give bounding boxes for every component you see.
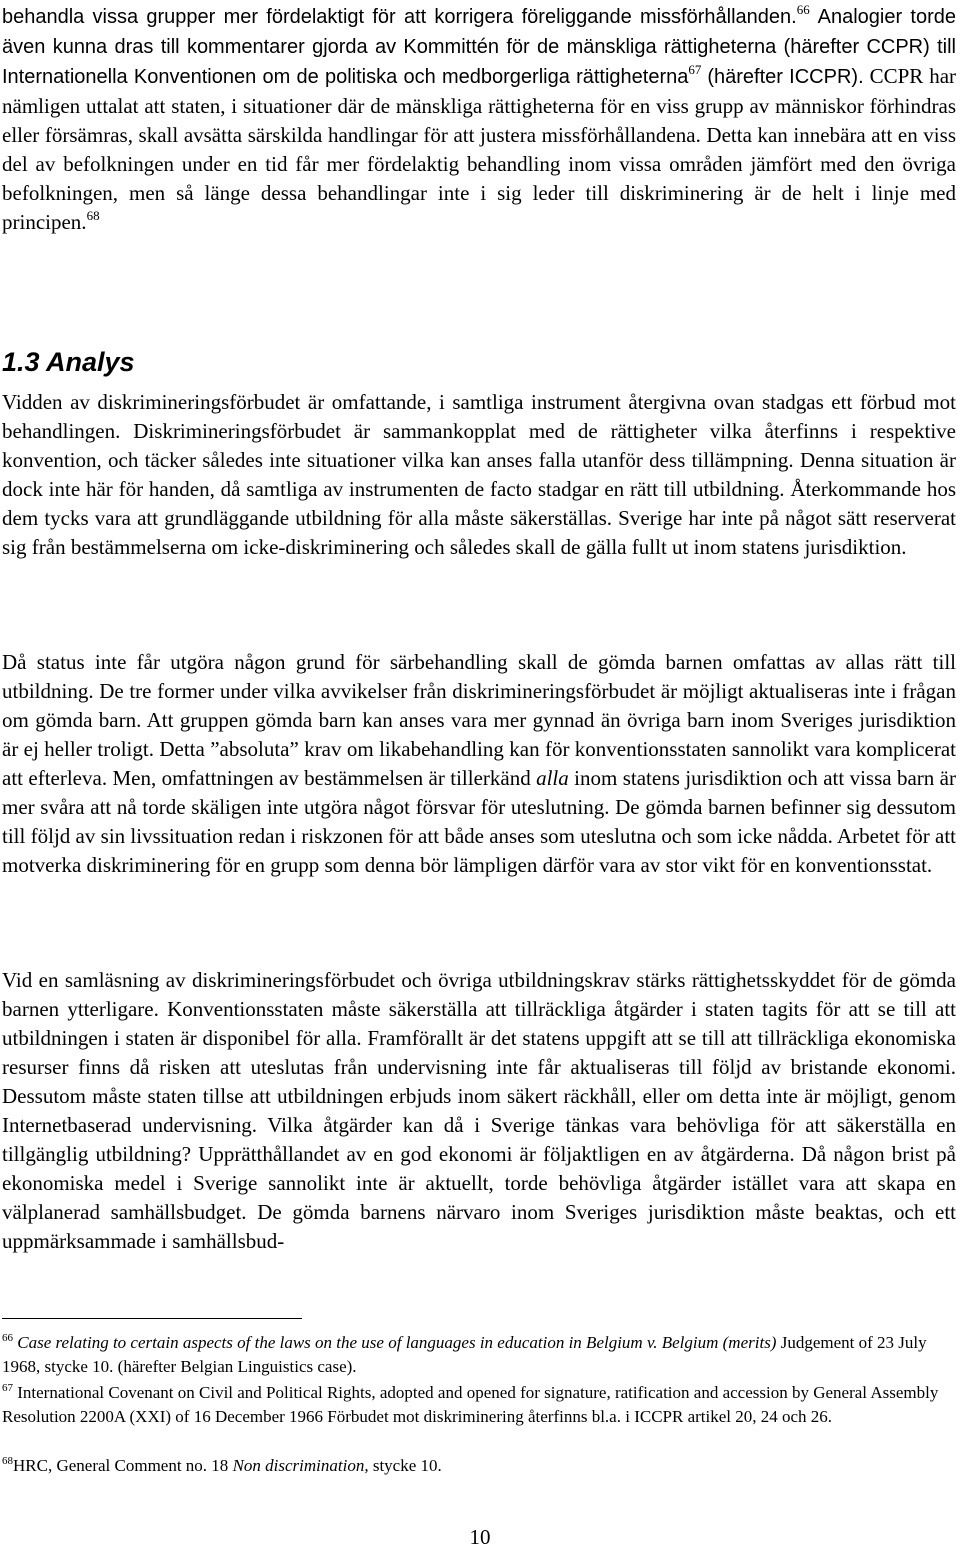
footnote-ref-67: 67 [688, 62, 702, 77]
footnote-ref-66: 66 [796, 2, 810, 17]
text-p2-emphasis: alla [536, 766, 569, 790]
paragraph-analys-3: Vid en samläsning av diskrimineringsförbudet och övriga utbildningskrav stärks rättighetsskyddet för de gömda barnen ytterligare. Konventionsstaten måste säkerställa att tillräckliga åtgärder i staten tagits för att se till att utbildningen i staten är disponibel för alla. Framförallt är det statens uppgift att se till att tillräckliga ekonomiska resurser finns då risken att uteslutas från undervisning inte får aktualiseras till följd av bristande ekonomi. Dessutom måste staten tillse att utbildningen erbjuds inom säkert räckhåll, eller om detta inte är möjligt, genom Internetbaserad undervisning. Vilka åtgärder kan då i Sverige tänkas vara behövliga för att säkerställa en tillgänglig utbildning? Upprätthållandet av en god ekonomi är följaktligen en av åtgärderna. Då någon brist på ekonomiska medel i Sverige sannolikt inte är aktuellt, torde behövliga åtgärder istället vara att skapa en välplanerad samhällsbudget. De gömda barnens närvaro inom Sveriges jurisdiktion måste beaktas, och ett uppmärksammade i samhällsbud- [2, 968, 956, 1253]
footnote-number: 66 [2, 1332, 13, 1344]
text-sans-line-1: behandla vissa grupper mer fördelaktigt för att korrigera föreliggande missförhållanden. [2, 6, 797, 28]
text-sans-line-3: (härefter ICCPR). [707, 66, 864, 88]
footnote-67 [2, 1381, 952, 1429]
footnote-number: 67 [2, 1382, 13, 1394]
footnote-divider [2, 1318, 302, 1319]
footnote-66 [2, 1331, 952, 1379]
footnote-italic: Case relating to certain aspects of the laws on the use of languages in education in Belgium v. Belgium (merits) [17, 1333, 777, 1352]
footnote-italic: Non discrimination, [232, 1456, 369, 1475]
text-ccpr-body: CCPR har nämligen uttalat att staten, i situationer där de mänskliga rättigheterna för en viss grupp av människor förhindras eller försämras, skall avsätta särskilda handlingar för att justera missförhållandena. Detta kan innebära att en viss del av befolkningen under en tid får mer fördelaktig behandling inom vissa områden jämfört med den övriga befolkningen, men så länge dessa behandlingar inte i sig leder till diskriminering är de helt i linje med principen. [2, 64, 957, 234]
paragraph-analys-2 [2, 648, 956, 880]
text-p2-after: inom statens jurisdiktion och att vissa barn är mer svåra att nå torde skäligen inte utgöra något försvar för uteslutning. De gömda barnen befinner sig dessutom till följd av sin livssituation redan i riskzonen för att både anses som uteslutna och som icke nådda. Arbetet för att motverka diskriminering för en grupp som denna bör lämpligen därför vara av stor vikt för en konventionsstat. [2, 766, 956, 877]
footnote-number: 68 [2, 1455, 13, 1467]
page-number: 10 [469, 1525, 491, 1549]
text-sans-line-2: Analogier torde även kunna dras till kommentarer gjorda av Kommittén för de mänskliga rättigheterna (härefter CCPR) till Internationella Konventionen om de politiska och medborgerliga rättigheterna [2, 6, 956, 88]
footnote-text: International Covenant on Civil and Political Rights, adopted and opened for signature, ratification and accession by General Assembly Resolution 2200A (XXI) of 16 December 1966 Förbudet mot diskriminering återfinns bl.a. i ICCPR artikel 20, 24 och 26. [2, 1383, 939, 1426]
text-p2-before: Då status inte får utgöra någon grund för särbehandling skall de gömda barnen omfattas av allas rätt till utbildning. De tre former under vilka avvikelser från diskrimineringsförbudet är möjligt aktualiseras inte i frågan om gömda barn. Att gruppen gömda barn kan anses vara mer gynnad än övriga barn inom Sveriges jurisdiktion är ej heller troligt. Detta ”absoluta” krav om likabehandling kan för konventionsstaten sannolikt vara komplicerat att efterleva. Men, omfattningen av bestämmelsen är tillerkänd [2, 650, 956, 790]
footnote-text-pre: HRC, General Comment no. 18 [13, 1456, 229, 1475]
paragraph-analys-1: Vidden av diskrimineringsförbudet är omfattande, i samtliga instrument återgivna ovan stadgas ett förbud mot behandlingen. Diskrimineringsförbudet är sammankopplat med de rättigheter vilka återfinns i respektive konvention, och täcker således inte situationer vilka kan anses falla utanför dess tillämpning. Denna situation är dock inte här för handen, då samtliga av instrumenten de facto stadgar en rätt till utbildning. Återkommande hos dem tycks vara att grundläggande utbildning för alla måste säkerställas. Sverige har inte på något sätt reserverat sig från bestämmelserna om icke-diskriminering och således skall de gälla fullt ut inom statens jurisdiktion. [2, 390, 956, 559]
paragraph-ccpr [2, 2, 956, 237]
section-heading: 1.3 Analys [2, 347, 135, 377]
footnote-text: Judgement of 23 July 1968, stycke 10. (härefter Belgian Linguistics case). [2, 1333, 927, 1376]
footnote-68 [2, 1454, 952, 1478]
footnote-text: stycke 10. [372, 1456, 442, 1475]
footnote-ref-68: 68 [86, 208, 100, 223]
